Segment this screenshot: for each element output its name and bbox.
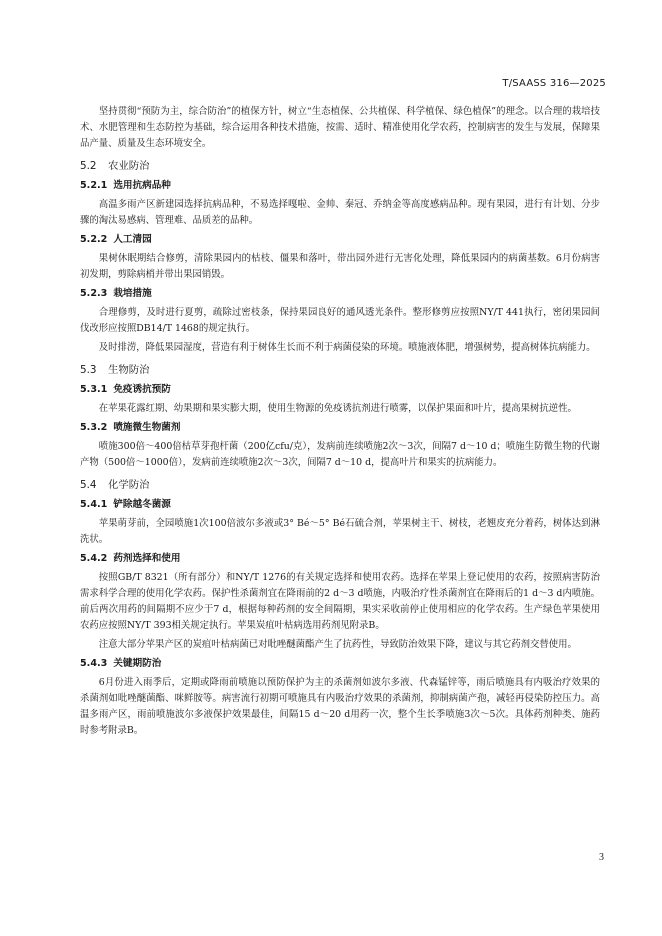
paragraph-5-3-1: 在苹果花露红期、幼果期和果实膨大期，使用生物源的免疫诱抗剂进行喷雾，以保护果面和叶片，提高果树抗逆性。	[98, 403, 577, 414]
page-number: 3	[599, 852, 604, 863]
subsection-title: 选用抗病品种	[113, 180, 171, 191]
subsection-number: 5.4.1	[80, 499, 108, 510]
subsection-number: 5.2.1	[80, 180, 108, 191]
subsection-number: 5.3.2	[80, 422, 108, 433]
subsection-heading-5-4-1	[80, 497, 600, 513]
subsection-title: 喷施微生物菌剂	[113, 422, 181, 433]
section-title: 生物防治	[108, 364, 150, 376]
subsection-title: 铲除越冬菌源	[113, 499, 171, 510]
subsection-heading-5-2-1	[80, 178, 600, 194]
section-number: 5.4	[80, 479, 97, 491]
section-heading-5-4	[80, 477, 600, 493]
paragraph-5-4-3: 6月份进入雨季后，定期或降雨前喷施以预防保护为主的杀菌剂如波尔多液、代森锰锌等，雨后喷施具有内吸治疗效果的杀菌剂如吡唑醚菌酯、咪鲜胺等。病害流行初期可喷施具有内吸治疗效果的杀菌剂，抑制病菌产孢，减轻再侵染防控压力。高温多雨产区，雨前喷施波尔多液保护效果最佳，间隔15 d～20 d用药一次，整个生长季喷施3次～5次。具体药剂种类、施药时参考附录B。	[80, 677, 600, 736]
subsection-title: 栽培措施	[113, 288, 152, 299]
subsection-heading-5-2-2	[80, 232, 600, 248]
section-title: 化学防治	[108, 479, 150, 491]
paragraph-5-4-2-b: 注意大部分苹果产区的炭疽叶枯病菌已对吡唑醚菌酯产生了抗药性，导致防治效果下降，建议与其它药剂交替使用。	[98, 639, 577, 650]
section-heading-5-3	[80, 362, 600, 378]
paragraph-5-4-1: 苹果萌芽前，全园喷施1次100倍波尔多液或3° Bé～5° Bé石硫合剂，苹果树主干、树枝，老翘皮充分着药，树体达到淋洗状。	[80, 518, 600, 545]
paragraph-5-3-2: 喷施300倍～400倍枯草芽孢杆菌（200亿cfu/克），发病前连续喷施2次～3次，间隔7 d～10 d；喷施生防微生物的代谢产物（500倍～1000倍），发病前连续喷施2次～3次，间隔7 d～10 d，提高叶片和果实的抗病能力。	[80, 441, 600, 468]
subsection-title: 关键期防治	[113, 658, 162, 669]
section-number: 5.3	[80, 364, 97, 376]
standard-code: T/SAASS 316—2025	[502, 78, 606, 89]
subsection-heading-5-3-2	[80, 420, 600, 436]
subsection-number: 5.2.2	[80, 234, 108, 245]
subsection-number: 5.2.3	[80, 288, 108, 299]
subsection-heading-5-4-2	[80, 551, 600, 567]
subsection-title: 药剂选择和使用	[113, 553, 181, 564]
subsection-number: 5.4.3	[80, 658, 108, 669]
section-heading-5-2	[80, 158, 600, 174]
subsection-number: 5.3.1	[80, 384, 108, 395]
subsection-heading-5-3-1	[80, 382, 600, 398]
subsection-heading-5-4-3	[80, 656, 600, 672]
subsection-number: 5.4.2	[80, 553, 108, 564]
paragraph-5-2-3-a: 合理修剪，及时进行夏剪，疏除过密枝条，保持果园良好的通风透光条件。整形修剪应按照NY/T 441执行，密闭果园间伐改形应按照DB14/T 1468的规定执行。	[80, 307, 600, 334]
section-title: 农业防治	[108, 160, 150, 172]
subsection-heading-5-2-3	[80, 286, 600, 302]
document-body	[80, 104, 600, 742]
paragraph-5-2-3-b: 及时排涝，降低果园湿度，营造有利于树体生长而不利于病菌侵染的环境。喷施液体肥，增强树势，提高树体抗病能力。	[98, 342, 596, 353]
section-number: 5.2	[80, 160, 97, 172]
subsection-title: 人工清园	[113, 234, 152, 245]
paragraph-5-4-2-a: 按照GB/T 8321（所有部分）和NY/T 1276的有关规定选择和使用农药。选择在苹果上登记使用的农药，按照病害防治需求科学合理的使用化学农药。保护性杀菌剂宜在降雨前的2 d～3 d喷施，内吸治疗性杀菌剂宜在降雨后的1 d～3 d内喷施。前后两次用药的间隔期不应少于7 d，根据每种药剂的安全间隔期，果实采收前停止使用相应的化学农药。生产绿色苹果使用农药应按照NY/T 393相关规定执行。苹果炭疽叶枯病选用药剂见附录B。	[80, 572, 600, 631]
subsection-title: 免疫诱抗预防	[113, 384, 171, 395]
paragraph-5-2-2: 果树休眠期结合修剪，清除果园内的枯枝、僵果和落叶，带出园外进行无害化处理，降低果园内的病菌基数。6月份病害初发期，剪除病梢并带出果园销毁。	[80, 253, 600, 280]
paragraph-5-2-1: 高温多雨产区新建园选择抗病品种，不易选择嘎啦、金帅、秦冠、乔纳金等高度感病品种。现有果园，进行有计划、分步骤的淘汰易感病、管理难、品质差的品种。	[80, 199, 600, 226]
intro-paragraph: 坚持贯彻“预防为主，综合防治”的植保方针，树立“生态植保、公共植保、科学植保、绿色植保”的理念。以合理的栽培技术、水肥管理和生态防控为基础，综合运用各种技术措施，按需、适时、精准使用化学农药，控制病害的发生与发展，保障果品产量、质量及生态环境安全。	[80, 106, 600, 149]
